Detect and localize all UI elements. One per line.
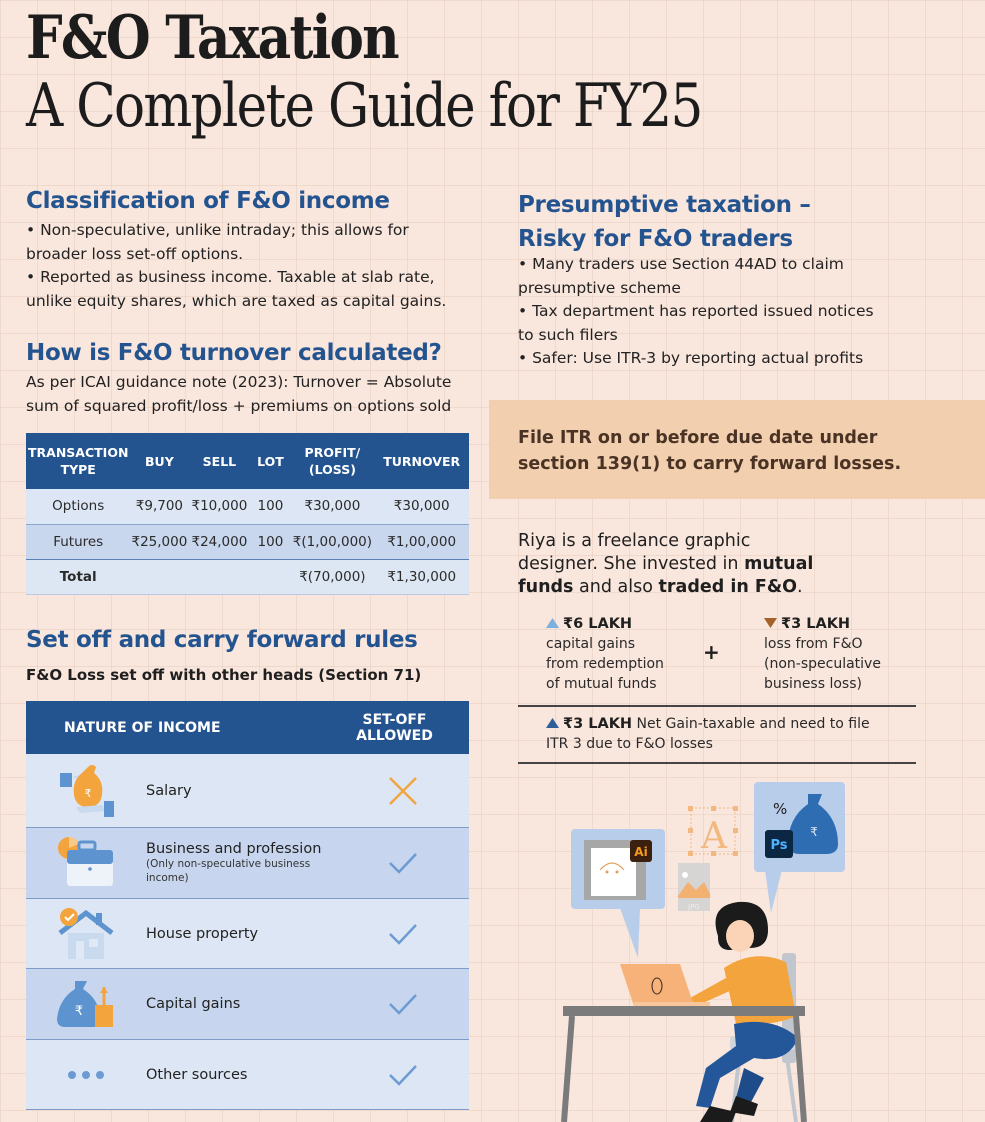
presumptive-line: presumptive scheme <box>518 278 681 297</box>
turnover-table <box>26 433 469 595</box>
loss-desc: (non-speculative <box>764 656 881 672</box>
income-label: Salary <box>146 782 192 799</box>
table-row <box>26 969 469 1040</box>
presumptive-heading-line: Presumptive taxation – <box>518 192 811 218</box>
presumptive-heading-line: Risky for F&O traders <box>518 226 793 252</box>
classification-line: unlike equity shares, which are taxed as capital gains. <box>26 291 447 310</box>
loss-amount: ₹3 LAKH <box>781 616 851 632</box>
gain-amount-line <box>546 614 664 634</box>
money-bag-hand-icon <box>26 763 146 819</box>
cell: ₹(70,000) <box>290 559 374 594</box>
cell <box>130 559 188 594</box>
presumptive-line: to such filers <box>518 325 618 344</box>
col-turnover: TURNOVER <box>374 433 469 489</box>
net-block <box>546 714 870 754</box>
table-row <box>26 1040 469 1110</box>
table-row <box>26 828 469 899</box>
svg-text:Ps: Ps <box>770 838 788 853</box>
svg-text:Ai: Ai <box>634 845 648 859</box>
net-amount: ₹3 LAKH <box>563 716 633 732</box>
table-row <box>26 754 469 828</box>
callout-line: section 139(1) to carry forward losses. <box>518 454 902 474</box>
triangle-up-icon <box>546 718 559 728</box>
income-label: Capital gains <box>146 996 241 1012</box>
income-note: (Only non-speculative business income) <box>146 858 311 884</box>
table-row <box>26 524 469 559</box>
cell: 100 <box>250 524 290 559</box>
loss-amount-line <box>764 614 881 634</box>
story-line <box>518 576 813 599</box>
col-buy: BUY <box>130 433 188 489</box>
svg-text:₹: ₹ <box>74 1004 84 1019</box>
divider <box>518 762 916 764</box>
gain-desc: of mutual funds <box>546 676 657 692</box>
loss-desc: loss from F&O <box>764 636 863 652</box>
table-row-total <box>26 559 469 594</box>
gain-amount: ₹6 LAKH <box>563 616 633 632</box>
gain-desc: from redemption <box>546 656 664 672</box>
turnover-line: sum of squared profit/loss + premiums on options sold <box>26 396 452 415</box>
check-icon <box>336 992 469 1016</box>
example-story <box>518 530 813 599</box>
triangle-up-icon <box>546 618 559 628</box>
divider <box>518 705 916 707</box>
story-line <box>518 553 813 576</box>
cell: ₹1,30,000 <box>374 559 469 594</box>
table-row <box>26 489 469 524</box>
setoff-heading: Set off and carry forward rules <box>26 627 418 653</box>
svg-text:%: % <box>773 800 788 818</box>
presumptive-text <box>518 253 874 371</box>
table-row <box>26 899 469 969</box>
page-title <box>26 4 812 140</box>
story-text: designer. She invested in <box>518 554 745 574</box>
cell: ₹9,700 <box>130 489 188 524</box>
briefcase-icon <box>26 836 146 890</box>
setoff-subheading: F&O Loss set off with other heads (Section 71) <box>26 666 422 684</box>
title-line-1: F&O Taxation <box>26 3 398 73</box>
col-lot: LOT <box>250 433 290 489</box>
dots-icon <box>26 1069 146 1081</box>
check-icon <box>336 1063 469 1087</box>
cell: ₹30,000 <box>290 489 374 524</box>
loss-desc: business loss) <box>764 676 862 692</box>
check-icon <box>336 922 469 946</box>
story-line: Riya is a freelance graphic <box>518 531 751 551</box>
gain-desc: capital gains <box>546 636 635 652</box>
net-line <box>546 714 870 734</box>
triangle-down-icon <box>764 618 777 628</box>
title-line-2: A Complete Guide for FY25 <box>26 71 702 141</box>
presumptive-line: • Tax department has reported issued notices <box>518 302 874 320</box>
turnover-line: As per ICAI guidance note (2023): Turnover = Absolute <box>26 373 452 391</box>
cell: ₹1,00,000 <box>374 524 469 559</box>
story-text: . <box>796 577 803 597</box>
income-label-text: Business and profession <box>146 841 322 857</box>
story-text: and also <box>573 577 659 597</box>
house-icon <box>26 907 146 961</box>
loss-block <box>764 614 881 694</box>
setoff-table <box>26 701 469 1110</box>
classification-text <box>26 219 446 313</box>
cell: Total <box>26 559 130 594</box>
presumptive-line: • Safer: Use ITR-3 by reporting actual profits <box>518 349 864 367</box>
freelancer-illustration <box>560 778 860 1122</box>
cell: Futures <box>26 524 130 559</box>
classification-line: • Reported as business income. Taxable at slab rate, <box>26 268 435 286</box>
income-label: House property <box>146 925 259 942</box>
svg-text:₹: ₹ <box>810 825 818 839</box>
cell: 100 <box>250 489 290 524</box>
itr-callout <box>489 400 985 499</box>
cell: Options <box>26 489 130 524</box>
gain-block <box>546 614 664 694</box>
money-bag-icon <box>26 977 146 1031</box>
net-desc: ITR 3 due to F&O losses <box>546 736 713 752</box>
presumptive-heading <box>518 188 811 256</box>
turnover-table-header <box>26 433 469 489</box>
check-icon <box>336 851 469 875</box>
turnover-heading: How is F&O turnover calculated? <box>26 340 442 366</box>
setoff-table-header <box>26 701 469 754</box>
classification-line: • Non-speculative, unlike intraday; this allows for <box>26 221 409 239</box>
callout-line: File ITR on or before due date under <box>518 428 878 448</box>
story-emphasis: traded in F&O <box>658 577 797 597</box>
presumptive-line: • Many traders use Section 44AD to claim <box>518 255 844 273</box>
classification-heading: Classification of F&O income <box>26 188 390 214</box>
col-nature-of-income: NATURE OF INCOME <box>64 719 221 736</box>
col-profit-loss: PROFIT/ (LOSS) <box>290 433 374 489</box>
cell <box>250 559 290 594</box>
cell: ₹24,000 <box>188 524 250 559</box>
story-emphasis: mutual <box>744 554 814 574</box>
turnover-text <box>26 371 451 418</box>
col-transaction-type: TRANSACTION TYPE <box>26 433 130 489</box>
cross-icon <box>336 775 469 807</box>
cell: ₹25,000 <box>130 524 188 559</box>
net-desc: Net Gain-taxable and need to file <box>632 716 870 732</box>
svg-text:₹: ₹ <box>84 786 92 800</box>
cell <box>188 559 250 594</box>
cell: ₹30,000 <box>374 489 469 524</box>
svg-text:JPG: JPG <box>688 903 700 911</box>
cell: ₹10,000 <box>188 489 250 524</box>
income-label: Other sources <box>146 1066 248 1083</box>
cell: ₹(1,00,000) <box>290 524 374 559</box>
income-label <box>146 841 336 885</box>
svg-text:A: A <box>701 816 727 857</box>
col-setoff-allowed: SET-OFF ALLOWED <box>356 711 433 744</box>
story-emphasis: funds <box>518 577 574 597</box>
classification-line: broader loss set-off options. <box>26 244 244 263</box>
col-sell: SELL <box>188 433 250 489</box>
plus-operator: + <box>703 640 720 664</box>
